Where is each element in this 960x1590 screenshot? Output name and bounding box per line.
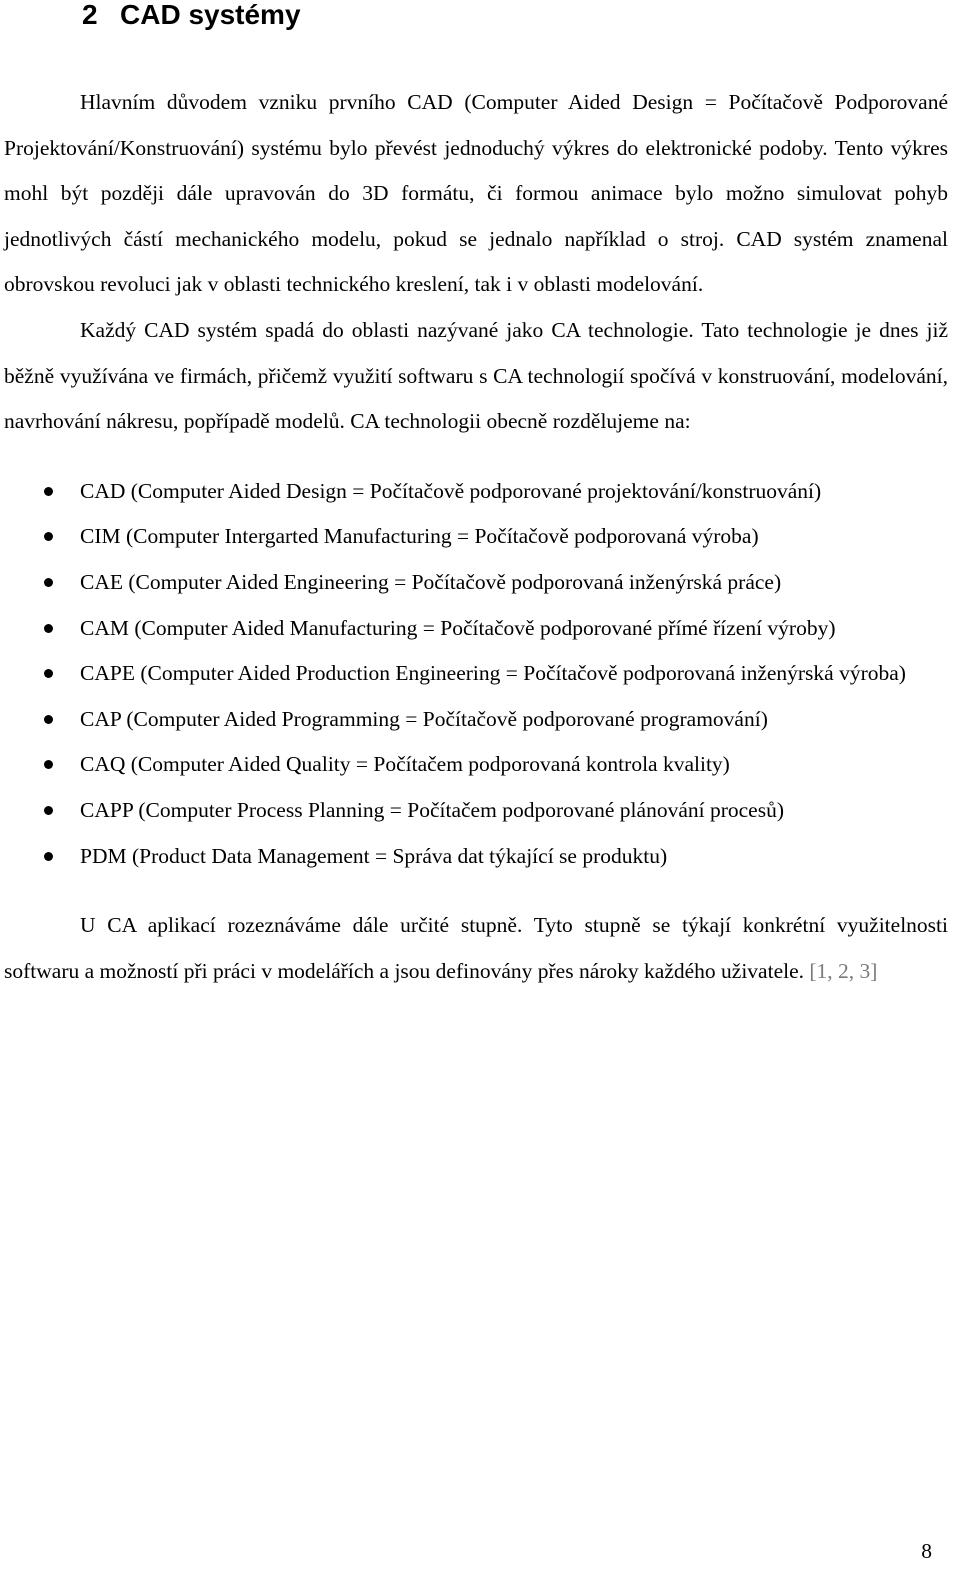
section-heading [82,0,301,30]
bullet-icon [44,669,53,678]
list-item [4,697,948,743]
list-item [4,834,948,880]
paragraph-intro: Hlavním důvodem vzniku prvního CAD (Computer Aided Design = Počítačově Podporované Projektování/Konstruování) systému bylo převést jednoduchý výkres do elektronické podoby. Tento výkres mohl být později dále upravován do 3D formátu, či formou animace bylo možno simulovat pohyb jednotlivých částí mechanického modelu, pokud se jednalo například o stroj. CAD systém znamenal obrovskou revoluci jak v oblasti technického kreslení, tak i v oblasti modelování. [4,90,948,297]
bullet-icon [44,532,53,541]
bullet-icon [44,578,53,587]
list-item-text: CAE (Computer Aided Engineering = Počítačově podporovaná inženýrská práce) [80,569,782,594]
list-item-text: CIM (Computer Intergarted Manufacturing = Počítačově podporovaná výroba) [80,524,759,549]
section-number: 2 [82,0,98,30]
list-item [4,514,948,560]
list-item-text: CAD (Computer Aided Design = Počítačově podporované projektování/konstruování) [80,478,822,503]
bullet-icon [44,715,53,724]
bullet-icon [44,806,53,815]
list-item-text: CAP (Computer Aided Programming = Počítačově podporované programování) [80,706,768,731]
list-item [4,788,948,834]
list-item-text: PDM (Product Data Management = Správa dat týkající se produktu) [80,843,668,868]
bullet-icon [44,487,53,496]
bullet-icon [44,760,53,769]
bullet-icon [44,624,53,633]
list-item-text: CAPP (Computer Process Planning = Počítačem podporované plánování procesů) [80,797,784,822]
list-item [4,606,948,652]
bullet-icon [44,852,53,861]
document-body [4,80,948,994]
paragraph-ca-technology: Každý CAD systém spadá do oblasti nazývané jako CA technologie. Tato technologie je dnes již běžně využívána ve firmách, přičemž využití softwaru s CA technologií spočívá v konstruování, modelování, navrhování nákresu, popřípadě modelů. CA technologii obecně rozdělujeme na: [4,317,948,434]
ca-technology-list [4,469,948,879]
list-item-text: CAM (Computer Aided Manufacturing = Počítačově podporované přímé řízení výroby) [80,615,836,640]
list-item-text: CAQ (Computer Aided Quality = Počítačem podporovaná kontrola kvality) [80,752,730,777]
page-number: 8 [921,1539,932,1563]
list-item [4,560,948,606]
section-title: CAD systémy [120,0,301,30]
paragraph-levels [4,903,948,994]
list-item [4,651,948,697]
list-item-text: CAPE (Computer Aided Production Engineering = Počítačově podporovaná inženýrská výroba) [80,661,906,686]
list-item [4,469,948,515]
citation[interactable]: [1, 2, 3] [809,958,878,983]
list-item [4,742,948,788]
paragraph-levels-text: U CA aplikací rozeznáváme dále určité stupně. Tyto stupně se týkají konkrétní využitelnosti softwaru a možností při práci v modelářích a jsou definovány přes nároky každého uživatele. [4,913,948,983]
